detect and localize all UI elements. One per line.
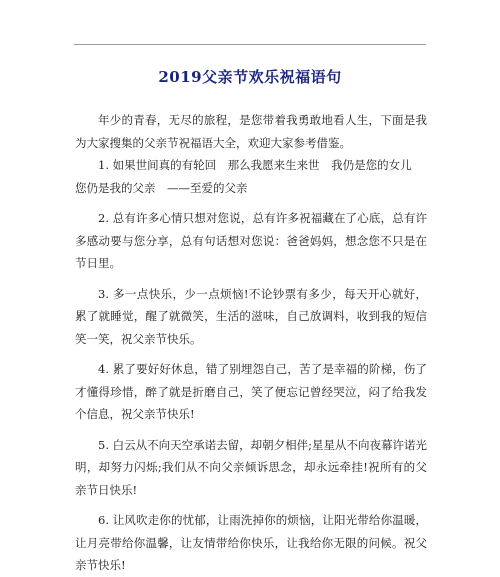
wish-item-2: 2. 总有许多心情只想对您说，总有许多祝福藏在了心底，总有许多感动要与您分享，总有句话想对您说：爸爸妈妈，想念您不只是在节日里。 — [75, 211, 427, 270]
wish-item-1: 1. 如果世间真的有轮回 那么我愿来生来世 我仍是您的女儿 — [98, 158, 412, 172]
wish-item-6: 6. 让风吹走你的忧郁，让雨洗掉你的烦恼，让阳光带给你温暖，让月亮带给你温馨，让友情带给你快乐，让我给你无限的问候。祝父亲节快乐! — [75, 513, 427, 572]
top-divider — [74, 44, 426, 45]
intro-paragraph: 年少的青春，无尽的旅程，是您带着我勇敢地看人生，下面是我为大家搜集的父亲节祝福语大全，欢迎大家参考借鉴。 — [75, 113, 427, 150]
wish-item-5: 5. 白云从不向天空承诺去留，却朝夕相伴;星星从不向夜幕许诺光明，却努力闪烁;我们从不向父亲倾诉思念，却永远牵挂!祝所有的父亲节日快乐! — [75, 437, 427, 497]
article-body — [75, 109, 427, 577]
wish-item-1-continuation: 您仍是我的父亲 ——至爱的父亲 — [75, 180, 248, 195]
wish-item-3: 3. 多一点快乐，少一点烦恼!不论钞票有多少，每天开心就好，累了就睡觉，醒了就微笑，生活的滋味，自己放调料，收到我的短信笑一笑，祝父亲节快乐。 — [75, 286, 427, 346]
page-title: 2019父亲节欢乐祝福语句 — [158, 68, 342, 86]
wish-item-4: 4. 累了要好好休息，错了别埋怨自己，苦了是幸福的阶梯，伤了才懂得珍惜，醉了就是折磨自己，笑了便忘记曾经哭泣，闷了给我发个信息，祝父亲节快乐! — [75, 362, 427, 421]
